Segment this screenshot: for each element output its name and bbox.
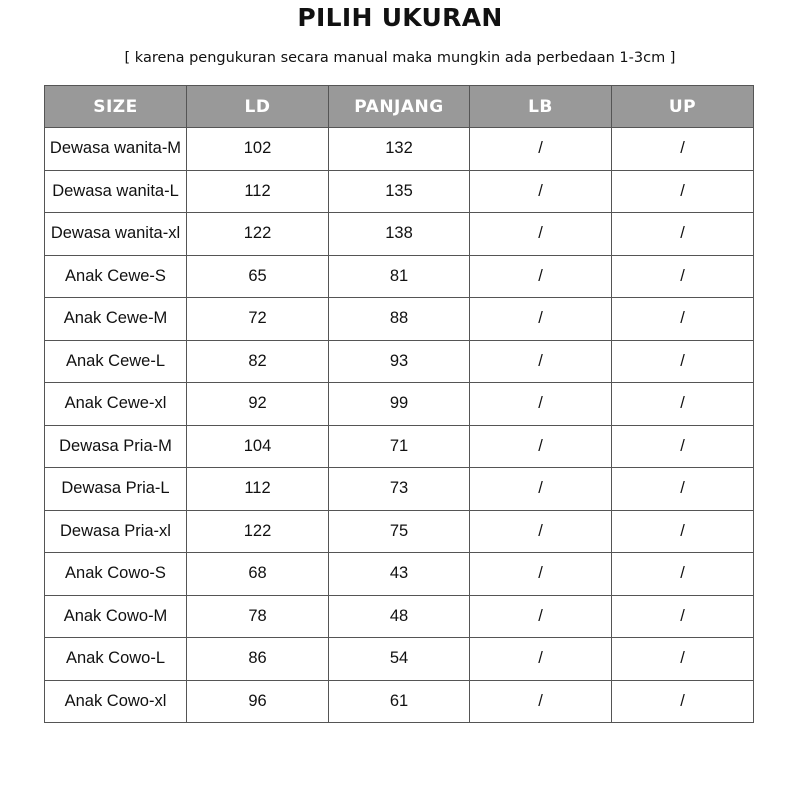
cell-up: / <box>612 425 754 468</box>
cell-size: Anak Cewe-M <box>45 298 187 341</box>
cell-panjang: 43 <box>329 553 470 596</box>
table-row <box>45 298 754 341</box>
cell-size: Anak Cowo-S <box>45 553 187 596</box>
cell-lb: / <box>470 255 612 298</box>
cell-lb: / <box>470 510 612 553</box>
cell-panjang: 54 <box>329 638 470 681</box>
table-body <box>45 128 754 723</box>
table-row <box>45 383 754 426</box>
cell-ld: 68 <box>187 553 329 596</box>
cell-ld: 65 <box>187 255 329 298</box>
cell-size: Anak Cowo-M <box>45 595 187 638</box>
cell-panjang: 88 <box>329 298 470 341</box>
cell-up: / <box>612 128 754 171</box>
cell-up: / <box>612 255 754 298</box>
cell-size: Dewasa wanita-L <box>45 170 187 213</box>
cell-up: / <box>612 510 754 553</box>
cell-panjang: 138 <box>329 213 470 256</box>
size-chart-table <box>44 85 754 723</box>
header-row <box>45 86 754 128</box>
cell-ld: 78 <box>187 595 329 638</box>
cell-panjang: 132 <box>329 128 470 171</box>
cell-ld: 102 <box>187 128 329 171</box>
column-header-panjang: PANJANG <box>329 86 470 128</box>
table-row <box>45 170 754 213</box>
cell-size: Dewasa Pria-L <box>45 468 187 511</box>
page-title: PILIH UKURAN <box>297 3 503 32</box>
cell-lb: / <box>470 383 612 426</box>
table-row <box>45 638 754 681</box>
cell-lb: / <box>470 128 612 171</box>
cell-panjang: 73 <box>329 468 470 511</box>
cell-ld: 112 <box>187 468 329 511</box>
table-row <box>45 510 754 553</box>
cell-panjang: 93 <box>329 340 470 383</box>
cell-up: / <box>612 170 754 213</box>
table-row <box>45 553 754 596</box>
cell-panjang: 99 <box>329 383 470 426</box>
column-header-size: SIZE <box>45 86 187 128</box>
cell-up: / <box>612 340 754 383</box>
cell-lb: / <box>470 298 612 341</box>
cell-panjang: 61 <box>329 680 470 723</box>
table-row <box>45 213 754 256</box>
cell-ld: 72 <box>187 298 329 341</box>
cell-panjang: 71 <box>329 425 470 468</box>
cell-ld: 122 <box>187 510 329 553</box>
cell-panjang: 81 <box>329 255 470 298</box>
measurement-note: [ karena pengukuran secara manual maka mungkin ada perbedaan 1-3cm ] <box>124 50 676 66</box>
cell-lb: / <box>470 595 612 638</box>
cell-ld: 104 <box>187 425 329 468</box>
cell-ld: 82 <box>187 340 329 383</box>
cell-panjang: 75 <box>329 510 470 553</box>
cell-lb: / <box>470 213 612 256</box>
cell-ld: 86 <box>187 638 329 681</box>
cell-up: / <box>612 553 754 596</box>
cell-panjang: 48 <box>329 595 470 638</box>
cell-size: Anak Cowo-xl <box>45 680 187 723</box>
table-row <box>45 340 754 383</box>
table-row <box>45 255 754 298</box>
cell-lb: / <box>470 425 612 468</box>
cell-lb: / <box>470 468 612 511</box>
cell-lb: / <box>470 340 612 383</box>
table-row <box>45 425 754 468</box>
cell-size: Dewasa Pria-M <box>45 425 187 468</box>
cell-lb: / <box>470 170 612 213</box>
cell-size: Anak Cewe-xl <box>45 383 187 426</box>
cell-size: Anak Cewe-S <box>45 255 187 298</box>
cell-up: / <box>612 638 754 681</box>
cell-panjang: 135 <box>329 170 470 213</box>
cell-up: / <box>612 468 754 511</box>
column-header-up: UP <box>612 86 754 128</box>
cell-size: Anak Cowo-L <box>45 638 187 681</box>
cell-size: Anak Cewe-L <box>45 340 187 383</box>
column-header-lb: LB <box>470 86 612 128</box>
cell-up: / <box>612 213 754 256</box>
cell-size: Dewasa Pria-xl <box>45 510 187 553</box>
table-row <box>45 595 754 638</box>
cell-ld: 112 <box>187 170 329 213</box>
cell-lb: / <box>470 553 612 596</box>
cell-ld: 122 <box>187 213 329 256</box>
cell-lb: / <box>470 680 612 723</box>
cell-size: Dewasa wanita-M <box>45 128 187 171</box>
table-header <box>45 86 754 128</box>
cell-up: / <box>612 680 754 723</box>
cell-up: / <box>612 383 754 426</box>
cell-lb: / <box>470 638 612 681</box>
table-row <box>45 468 754 511</box>
cell-up: / <box>612 595 754 638</box>
cell-size: Dewasa wanita-xl <box>45 213 187 256</box>
cell-ld: 96 <box>187 680 329 723</box>
table-row <box>45 680 754 723</box>
cell-ld: 92 <box>187 383 329 426</box>
column-header-ld: LD <box>187 86 329 128</box>
cell-up: / <box>612 298 754 341</box>
table-row <box>45 128 754 171</box>
